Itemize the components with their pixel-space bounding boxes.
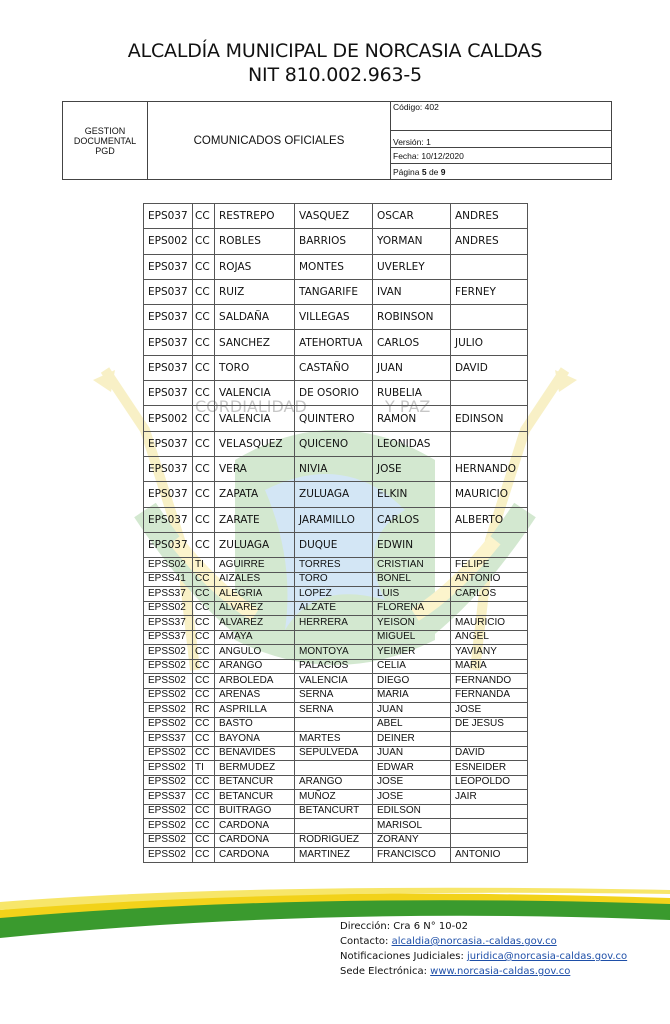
footer-address: Dirección: Cra 6 N° 10-02 (340, 921, 468, 932)
cell-eps-code: EPSS02 (144, 688, 193, 703)
cell-doc-type: CC (193, 431, 215, 456)
cell-doc-type: CC (193, 572, 215, 587)
cell-eps-code: EPSS02 (144, 659, 193, 674)
cell-doc-type: CC (193, 746, 215, 761)
cell-surname-2: ATEHORTUA (295, 330, 373, 355)
watermark-word-right: Y PAZ (385, 397, 431, 416)
table-row (144, 406, 528, 431)
cell-middle-name (451, 833, 528, 848)
cell-first-name: CARLOS (373, 507, 451, 532)
cell-doc-type: CC (193, 587, 215, 602)
cell-surname-2 (295, 717, 373, 732)
cell-doc-type: CC (193, 688, 215, 703)
cell-eps-code: EPS002 (144, 406, 193, 431)
cell-eps-code: EPSS02 (144, 804, 193, 819)
cell-doc-type: CC (193, 279, 215, 304)
cell-eps-code: EPS037 (144, 355, 193, 380)
cell-first-name: YEIMER (373, 645, 451, 660)
cell-eps-code: EPSS37 (144, 732, 193, 747)
cell-doc-type: CC (193, 482, 215, 507)
table-row (144, 790, 528, 805)
cell-surname-1: BUITRAGO (215, 804, 295, 819)
cell-surname-1: ARANGO (215, 659, 295, 674)
table-row (144, 204, 528, 229)
cell-doc-type: CC (193, 833, 215, 848)
cell-first-name: IVAN (373, 279, 451, 304)
cell-doc-type: CC (193, 355, 215, 380)
cell-middle-name (451, 254, 528, 279)
cell-eps-code: EPSS02 (144, 674, 193, 689)
cell-middle-name: EDINSON (451, 406, 528, 431)
cell-first-name: CELIA (373, 659, 451, 674)
contact-email-link[interactable]: alcaldia@norcasia.-caldas.gov.co (391, 936, 557, 947)
cell-middle-name: JOSE (451, 703, 528, 718)
document-info-box (62, 101, 612, 180)
cell-eps-code: EPSS02 (144, 819, 193, 834)
cell-surname-2: MUÑOZ (295, 790, 373, 805)
cell-surname-1: VELASQUEZ (215, 431, 295, 456)
cell-surname-1: BAYONA (215, 732, 295, 747)
cell-surname-1: RUIZ (215, 279, 295, 304)
cell-first-name: EDWAR (373, 761, 451, 776)
table-row (144, 601, 528, 616)
cell-middle-name: DE JESUS (451, 717, 528, 732)
cell-doc-type: RC (193, 703, 215, 718)
cell-surname-1: ZAPATA (215, 482, 295, 507)
cell-doc-type: TI (193, 761, 215, 776)
cell-surname-2: JARAMILLO (295, 507, 373, 532)
cell-first-name: MARISOL (373, 819, 451, 834)
cell-middle-name: DAVID (451, 746, 528, 761)
table-row (144, 330, 528, 355)
footer-notifications (340, 949, 627, 964)
cell-eps-code: EPS037 (144, 254, 193, 279)
cell-eps-code: EPSS02 (144, 645, 193, 660)
cell-first-name: JOSE (373, 456, 451, 481)
cell-surname-1: VERA (215, 456, 295, 481)
info-version: Versión: 1 (391, 131, 612, 148)
cell-doc-type: TI (193, 558, 215, 573)
cell-surname-2: VILLEGAS (295, 305, 373, 330)
cell-first-name: MIGUEL (373, 630, 451, 645)
cell-surname-1: AMAYA (215, 630, 295, 645)
cell-middle-name: YAVIANY (451, 645, 528, 660)
cell-eps-code: EPSS02 (144, 848, 193, 863)
cell-middle-name: ESNEIDER (451, 761, 528, 776)
cell-middle-name: JULIO (451, 330, 528, 355)
cell-surname-1: SANCHEZ (215, 330, 295, 355)
cell-surname-2: QUINTERO (295, 406, 373, 431)
cell-eps-code: EPSS02 (144, 761, 193, 776)
cell-middle-name (451, 381, 528, 406)
cell-surname-2: BARRIOS (295, 229, 373, 254)
cell-middle-name: FERNEY (451, 279, 528, 304)
cell-middle-name (451, 819, 528, 834)
table-row (144, 254, 528, 279)
cell-surname-2: TORO (295, 572, 373, 587)
cell-first-name: FRANCISCO (373, 848, 451, 863)
cell-first-name: ABEL (373, 717, 451, 732)
cell-surname-1: ARBOLEDA (215, 674, 295, 689)
cell-first-name: YORMAN (373, 229, 451, 254)
cell-surname-1: ZARATE (215, 507, 295, 532)
cell-middle-name (451, 431, 528, 456)
cell-middle-name (451, 804, 528, 819)
cell-surname-2: CASTAÑO (295, 355, 373, 380)
cell-middle-name: ANTONIO (451, 572, 528, 587)
table-row (144, 688, 528, 703)
cell-first-name: JUAN (373, 703, 451, 718)
cell-doc-type: CC (193, 229, 215, 254)
cell-middle-name: ANTONIO (451, 848, 528, 863)
cell-surname-1: AGUIRRE (215, 558, 295, 573)
cell-surname-2: MARTINEZ (295, 848, 373, 863)
cell-first-name: RUBELIA (373, 381, 451, 406)
cell-surname-1: VALENCIA (215, 381, 295, 406)
info-box-title: COMUNICADOS OFICIALES (148, 102, 391, 180)
footer-contact (340, 934, 627, 949)
cell-surname-1: ROBLES (215, 229, 295, 254)
cell-doc-type: CC (193, 507, 215, 532)
info-pagina (391, 164, 612, 180)
cell-surname-1: ALEGRIA (215, 587, 295, 602)
table-row (144, 717, 528, 732)
cell-doc-type: CC (193, 616, 215, 631)
table-row (144, 833, 528, 848)
cell-first-name: JOSE (373, 790, 451, 805)
cell-surname-1: BERMUDEZ (215, 761, 295, 776)
cell-middle-name (451, 732, 528, 747)
cell-doc-type: CC (193, 645, 215, 660)
cell-first-name: DIEGO (373, 674, 451, 689)
cell-surname-2: LOPEZ (295, 587, 373, 602)
cell-middle-name: JAIR (451, 790, 528, 805)
table-row (144, 229, 528, 254)
cell-middle-name: ANDRES (451, 229, 528, 254)
cell-surname-2: MONTOYA (295, 645, 373, 660)
cell-eps-code: EPS037 (144, 532, 193, 557)
cell-surname-2: DUQUE (295, 532, 373, 557)
cell-surname-2: MONTES (295, 254, 373, 279)
cell-doc-type: CC (193, 254, 215, 279)
cell-eps-code: EPSS02 (144, 717, 193, 732)
cell-eps-code: EPS037 (144, 305, 193, 330)
cell-eps-code: EPS037 (144, 482, 193, 507)
footer-website (340, 964, 627, 979)
cell-middle-name (451, 305, 528, 330)
cell-surname-1: ZULUAGA (215, 532, 295, 557)
cell-eps-code: EPS037 (144, 431, 193, 456)
cell-surname-1: ANGULO (215, 645, 295, 660)
cell-first-name: EDWIN (373, 532, 451, 557)
table-row (144, 355, 528, 380)
cell-surname-1: TORO (215, 355, 295, 380)
cell-eps-code: EPSS02 (144, 703, 193, 718)
cell-surname-2: TANGARIFE (295, 279, 373, 304)
cell-doc-type: CC (193, 406, 215, 431)
cell-doc-type: CC (193, 532, 215, 557)
info-box-department (63, 102, 148, 180)
cell-eps-code: EPSS02 (144, 833, 193, 848)
pagina-total: 9 (440, 166, 446, 177)
cell-eps-code: EPSS02 (144, 775, 193, 790)
cell-eps-code: EPSS37 (144, 616, 193, 631)
cell-first-name: DEINER (373, 732, 451, 747)
cell-doc-type: CC (193, 601, 215, 616)
dept-line-2: DOCUMENTAL (73, 135, 137, 146)
cell-first-name: BONEL (373, 572, 451, 587)
cell-surname-1: ASPRILLA (215, 703, 295, 718)
cell-surname-1: ALVAREZ (215, 616, 295, 631)
cell-first-name: LUIS (373, 587, 451, 602)
cell-eps-code: EPSS02 (144, 601, 193, 616)
cell-surname-2: QUICENO (295, 431, 373, 456)
cell-middle-name: FERNANDA (451, 688, 528, 703)
cell-first-name: ROBINSON (373, 305, 451, 330)
cell-middle-name: ANGEL (451, 630, 528, 645)
table-row (144, 732, 528, 747)
table-row (144, 775, 528, 790)
cell-surname-2: BETANCURT (295, 804, 373, 819)
cell-middle-name: DAVID (451, 355, 528, 380)
cell-surname-2: VALENCIA (295, 674, 373, 689)
cell-first-name: JOSE (373, 775, 451, 790)
cell-eps-code: EPSS37 (144, 587, 193, 602)
cell-surname-1: CARDONA (215, 819, 295, 834)
table-row (144, 848, 528, 863)
footer-contact-block (340, 919, 627, 979)
cell-doc-type: CC (193, 381, 215, 406)
table-row (144, 761, 528, 776)
cell-eps-code: EPS037 (144, 204, 193, 229)
cell-first-name: LEONIDAS (373, 431, 451, 456)
beneficiaries-table (143, 203, 528, 863)
cell-eps-code: EPS002 (144, 229, 193, 254)
pagina-mid: de (426, 166, 441, 177)
cell-eps-code: EPS037 (144, 330, 193, 355)
table-row (144, 703, 528, 718)
cell-surname-2: VASQUEZ (295, 204, 373, 229)
cell-eps-code: EPS037 (144, 456, 193, 481)
cell-first-name: CARLOS (373, 330, 451, 355)
cell-surname-1: BASTO (215, 717, 295, 732)
sede-label: Sede Electrónica: (340, 966, 431, 977)
cell-surname-1: ARENAS (215, 688, 295, 703)
cell-first-name: CRISTIAN (373, 558, 451, 573)
cell-eps-code: EPS037 (144, 381, 193, 406)
cell-surname-2: SEPULVEDA (295, 746, 373, 761)
sede-url-link[interactable]: www.norcasia-caldas.gov.co (430, 966, 571, 977)
cell-surname-1: BETANCUR (215, 790, 295, 805)
cell-surname-2: TORRES (295, 558, 373, 573)
cell-surname-2 (295, 630, 373, 645)
table-row (144, 456, 528, 481)
cell-surname-1: RESTREPO (215, 204, 295, 229)
cell-middle-name (451, 532, 528, 557)
cell-middle-name: ALBERTO (451, 507, 528, 532)
cell-surname-1: BENAVIDES (215, 746, 295, 761)
table-row (144, 572, 528, 587)
cell-middle-name: CARLOS (451, 587, 528, 602)
cell-eps-code: EPSS37 (144, 790, 193, 805)
cell-doc-type: CC (193, 674, 215, 689)
dept-line-3: PGD (95, 145, 115, 156)
cell-middle-name: FERNANDO (451, 674, 528, 689)
cell-surname-2 (295, 819, 373, 834)
cell-surname-1: ROJAS (215, 254, 295, 279)
cell-eps-code: EPS037 (144, 507, 193, 532)
contact-label: Contacto: (340, 936, 392, 947)
nit-subtitle: NIT 810.002.963-5 (248, 64, 422, 86)
table-row (144, 819, 528, 834)
cell-surname-2: ARANGO (295, 775, 373, 790)
cell-middle-name: MARIA (451, 659, 528, 674)
table-row (144, 659, 528, 674)
page-title: ALCALDÍA MUNICIPAL DE NORCASIA CALDAS (127, 40, 543, 62)
cell-doc-type: CC (193, 305, 215, 330)
cell-surname-2 (295, 761, 373, 776)
table-row (144, 431, 528, 456)
cell-surname-1: VALENCIA (215, 406, 295, 431)
cell-middle-name: HERNANDO (451, 456, 528, 481)
cell-surname-2: PALACIOS (295, 659, 373, 674)
cell-eps-code: EPSS02 (144, 558, 193, 573)
table-row (144, 558, 528, 573)
cell-first-name: ELKIN (373, 482, 451, 507)
cell-doc-type: CC (193, 456, 215, 481)
cell-surname-2: SERNA (295, 703, 373, 718)
cell-middle-name (451, 601, 528, 616)
cell-first-name: FLORENA (373, 601, 451, 616)
cell-surname-2: ZULUAGA (295, 482, 373, 507)
cell-doc-type: CC (193, 790, 215, 805)
cell-first-name: RAMON (373, 406, 451, 431)
cell-surname-1: AIZALES (215, 572, 295, 587)
notif-email-link[interactable]: juridica@norcasia-caldas.gov.co (467, 951, 628, 962)
cell-middle-name: MAURICIO (451, 616, 528, 631)
cell-first-name: JUAN (373, 355, 451, 380)
cell-surname-2: SERNA (295, 688, 373, 703)
cell-surname-1: BETANCUR (215, 775, 295, 790)
cell-middle-name: LEOPOLDO (451, 775, 528, 790)
cell-first-name: MARIA (373, 688, 451, 703)
table-row (144, 482, 528, 507)
cell-eps-code: EPSS02 (144, 746, 193, 761)
table-row (144, 630, 528, 645)
cell-surname-2: HERRERA (295, 616, 373, 631)
table-row (144, 305, 528, 330)
cell-first-name: EDILSON (373, 804, 451, 819)
cell-doc-type: CC (193, 630, 215, 645)
cell-surname-1: SALDAÑA (215, 305, 295, 330)
cell-surname-1: ALVAREZ (215, 601, 295, 616)
table-row (144, 645, 528, 660)
cell-first-name: OSCAR (373, 204, 451, 229)
cell-middle-name: FELIPE (451, 558, 528, 573)
cell-doc-type: CC (193, 204, 215, 229)
cell-doc-type: CC (193, 819, 215, 834)
cell-first-name: UVERLEY (373, 254, 451, 279)
table-row (144, 804, 528, 819)
cell-eps-code: EPSS41 (144, 572, 193, 587)
pagina-prefix: Página (393, 166, 422, 177)
table-row (144, 279, 528, 304)
table-row (144, 616, 528, 631)
table-row (144, 746, 528, 761)
table-row (144, 674, 528, 689)
cell-middle-name: MAURICIO (451, 482, 528, 507)
cell-surname-2: DE OSORIO (295, 381, 373, 406)
table-row (144, 532, 528, 557)
info-fecha: Fecha: 10/12/2020 (391, 148, 612, 164)
cell-first-name: JUAN (373, 746, 451, 761)
cell-first-name: ZORANY (373, 833, 451, 848)
info-codigo: Código: 402 (391, 102, 612, 131)
cell-eps-code: EPSS37 (144, 630, 193, 645)
cell-doc-type: CC (193, 717, 215, 732)
cell-doc-type: CC (193, 732, 215, 747)
cell-surname-1: CARDONA (215, 848, 295, 863)
cell-first-name: YEISON (373, 616, 451, 631)
cell-middle-name: ANDRES (451, 204, 528, 229)
cell-doc-type: CC (193, 330, 215, 355)
cell-doc-type: CC (193, 775, 215, 790)
cell-surname-2: NIVIA (295, 456, 373, 481)
table-row (144, 507, 528, 532)
cell-doc-type: CC (193, 804, 215, 819)
cell-doc-type: CC (193, 848, 215, 863)
watermark-word-left: CORDIALIDAD (195, 397, 307, 416)
table-row (144, 381, 528, 406)
cell-surname-2: ALZATE (295, 601, 373, 616)
dept-line-1: GESTION (84, 125, 126, 136)
cell-doc-type: CC (193, 659, 215, 674)
pagina-num: 5 (421, 166, 427, 177)
cell-surname-2: RODRIGUEZ (295, 833, 373, 848)
cell-surname-2: MARTES (295, 732, 373, 747)
cell-eps-code: EPS037 (144, 279, 193, 304)
notif-label: Notificaciones Judiciales: (340, 951, 468, 962)
table-row (144, 587, 528, 602)
cell-surname-1: CARDONA (215, 833, 295, 848)
